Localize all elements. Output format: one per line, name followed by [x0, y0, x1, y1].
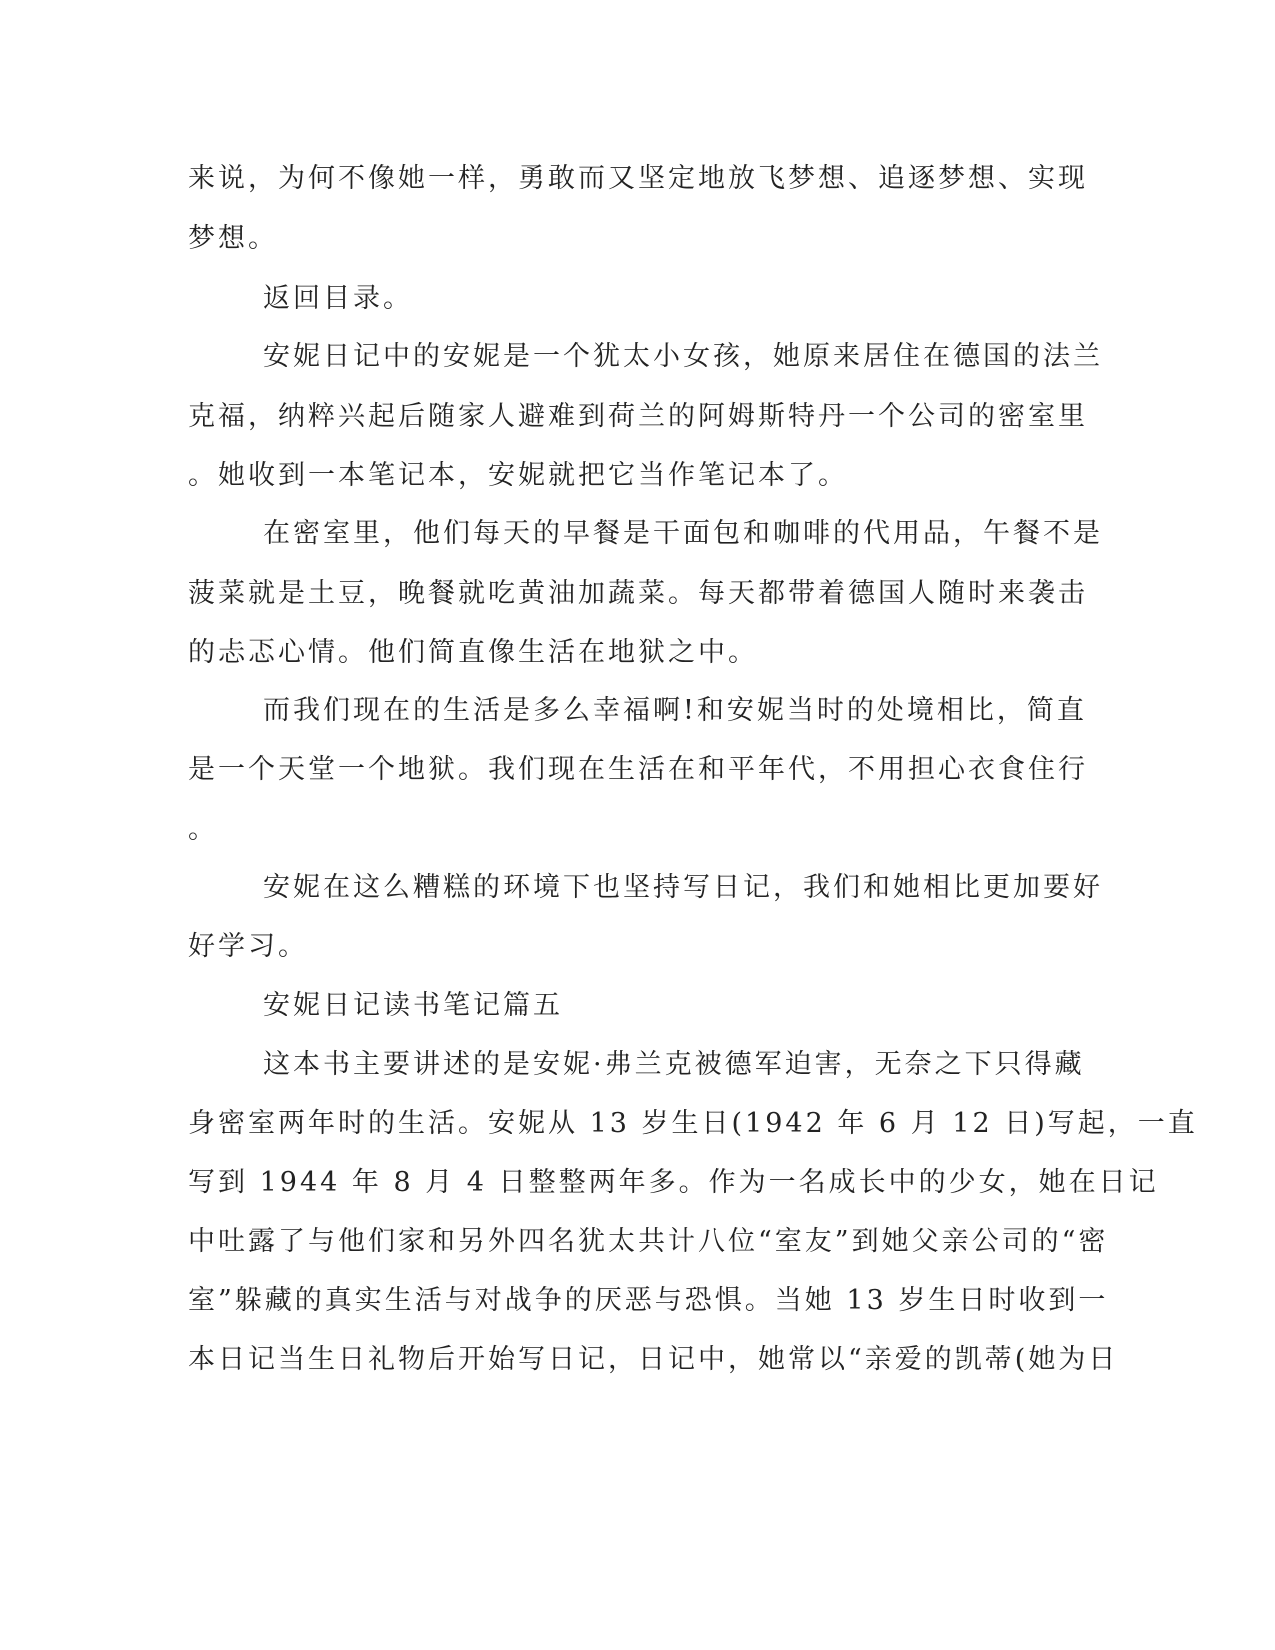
- text-line: 克福，纳粹兴起后随家人避难到荷兰的阿姆斯特丹一个公司的密室里: [188, 401, 1088, 432]
- section-heading: 安妮日记读书笔记篇五: [263, 990, 563, 1021]
- text-line: 的忐忑心情。他们简直像生活在地狱之中。: [188, 637, 758, 668]
- text-line: 中吐露了与他们家和另外四名犹太共计八位“室友”到她父亲公司的“密: [188, 1226, 1109, 1257]
- text-line: 来说，为何不像她一样，勇敢而又坚定地放飞梦想、追逐梦想、实现: [188, 163, 1088, 194]
- paragraph-start-line: 而我们现在的生活是多么幸福啊!和安妮当时的处境相比，简直: [263, 695, 1087, 726]
- paragraph-start-line: 在密室里，他们每天的早餐是干面包和咖啡的代用品，午餐不是: [263, 518, 1103, 549]
- text-line: 写到 1944 年 8 月 4 日整整两年多。作为一名成长中的少女，她在日记: [188, 1167, 1159, 1198]
- text-line: 本日记当生日礼物后开始写日记，日记中，她常以“亲爱的凯蒂(她为日: [188, 1344, 1119, 1375]
- text-line: 菠菜就是土豆，晚餐就吃黄油加蔬菜。每天都带着德国人随时来袭击: [188, 578, 1088, 609]
- paragraph-start-line: 安妮日记中的安妮是一个犹太小女孩，她原来居住在德国的法兰: [263, 341, 1103, 372]
- text-line: 。: [188, 814, 218, 845]
- text-line: 好学习。: [188, 931, 308, 962]
- paragraph-start-line: 这本书主要讲述的是安妮·弗兰克被德军迫害，无奈之下只得藏: [263, 1049, 1085, 1080]
- text-line: 。她收到一本笔记本，安妮就把它当作笔记本了。: [188, 460, 848, 491]
- paragraph-start-line: 安妮在这么糟糕的环境下也坚持写日记，我们和她相比更加要好: [263, 872, 1103, 903]
- back-to-contents-link[interactable]: 返回目录。: [263, 283, 413, 314]
- text-line: 是一个天堂一个地狱。我们现在生活在和平年代，不用担心衣食住行: [188, 754, 1088, 785]
- text-line: 身密室两年时的生活。安妮从 13 岁生日(1942 年 6 月 12 日)写起，一直: [188, 1108, 1198, 1139]
- text-line: 梦想。: [188, 223, 278, 254]
- text-line: 室”躲藏的真实生活与对战争的厌恶与恐惧。当她 13 岁生日时收到一: [188, 1285, 1109, 1316]
